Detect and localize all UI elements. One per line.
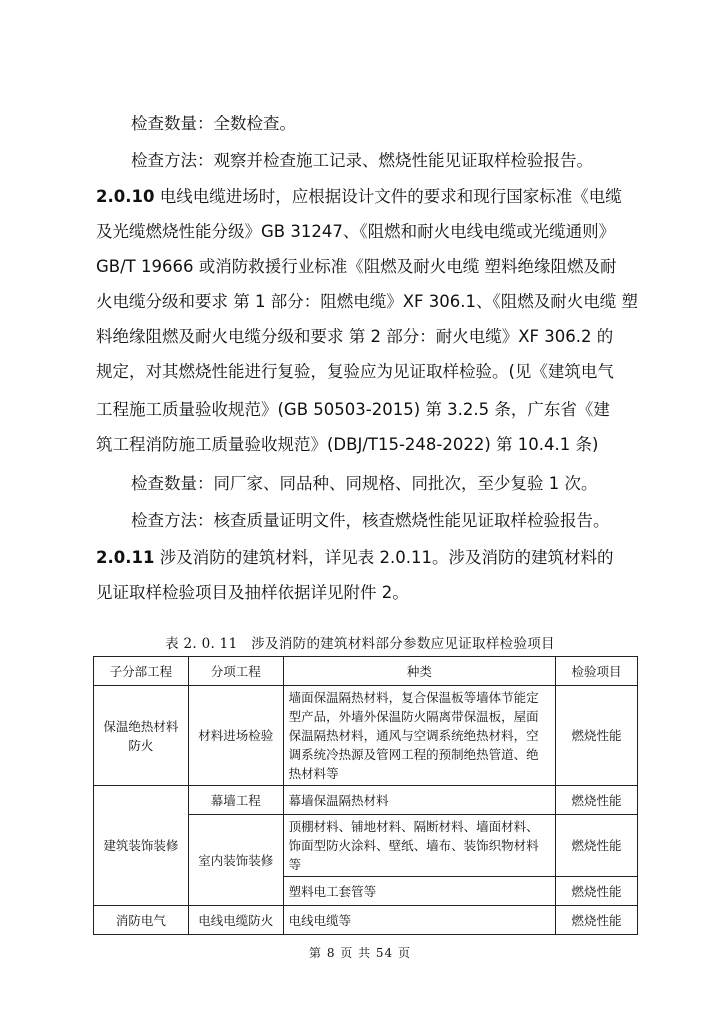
table-cell: 电线电缆等: [283, 906, 555, 935]
section-2-0-10-line: 筑工程消防施工质量验收规范》(DBJ/T15-248-2022) 第 10.4.1 条): [96, 435, 599, 454]
table-header-row: [94, 657, 638, 686]
table-cell: 保温绝热材料防火: [94, 686, 189, 786]
section-2-0-10-line: GB/T 19666 或消防救援行业标准《阻燃及耐火电缆 塑料绝缘阻燃及耐: [96, 257, 617, 276]
section-2-0-10-line: 规定，对其燃烧性能进行复验，复验应为见证取样检验。(见《建筑电气: [96, 362, 614, 381]
text: 电线电缆进场时，应根据设计文件的要求和现行国家标准《电缆: [159, 187, 622, 206]
text: 涉及消防的建筑材料，详见表 2.0.11。涉及消防的建筑材料的: [159, 548, 614, 567]
table-caption: 表 2. 0. 11 涉及消防的建筑材料部分参数应见证取样检验项目: [165, 636, 555, 652]
materials-table: [93, 656, 638, 935]
header-cell: 子分部工程: [94, 657, 189, 686]
paragraph: 检查方法：观察并检查施工记录、燃烧性能见证取样检验报告。: [131, 151, 593, 170]
table-cell: 幕墙保温隔热材料: [283, 786, 555, 815]
section-2-0-10-line: 及光缆燃烧性能分级》GB 31247、《阻燃和耐火电线电缆或光缆通则》: [96, 222, 616, 241]
table-cell: 燃烧性能: [556, 815, 638, 877]
header-cell: 分项工程: [188, 657, 283, 686]
table-cell: 塑料电工套管等: [283, 877, 555, 906]
section-2-0-10-line: 工程施工质量验收规范》(GB 50503-2015) 第 3.2.5 条，广东省《建: [96, 400, 610, 419]
table-cell: 建筑装饰装修: [94, 786, 189, 906]
section-number: 2.0.11: [96, 548, 155, 567]
table-cell: 材料进场检验: [188, 686, 283, 786]
table-row: [94, 906, 638, 935]
table-cell: 墙面保温隔热材料，复合保温板等墙体节能定型产品，外墙外保温防火隔离带保温板，屋面保温隔热材料，通风与空调系统绝热材料，空调系统冷热源及管网工程的预制绝热管道、绝热材料等: [283, 686, 555, 786]
table-cell: 燃烧性能: [556, 906, 638, 935]
table-cell: 室内装饰装修: [188, 815, 283, 906]
table-cell: 燃烧性能: [556, 877, 638, 906]
table-cell: 消防电气: [94, 906, 189, 935]
section-2-0-10-line: [96, 184, 640, 209]
section-number: 2.0.10: [96, 187, 155, 206]
page-footer: 第 8 页 共 54 页: [309, 946, 411, 960]
section-2-0-11-line: 见证取样检验项目及抽样依据详见附件 2。: [96, 583, 409, 602]
table-cell: 幕墙工程: [188, 786, 283, 815]
table-cell: 燃烧性能: [556, 786, 638, 815]
section-2-0-10-line: 火电缆分级和要求 第 1 部分：阻燃电缆》XF 306.1、《阻燃及耐火电缆 塑: [96, 292, 639, 311]
section-2-0-11-line: [96, 545, 640, 570]
paragraph: 检查数量：全数检查。: [131, 114, 296, 133]
table-row: [94, 686, 638, 786]
paragraph: 检查方法：核查质量证明文件，核查燃烧性能见证取样检验报告。: [131, 511, 610, 530]
paragraph: 检查数量：同厂家、同品种、同规格、同批次，至少复验 1 次。: [131, 474, 598, 493]
table-row: [94, 786, 638, 815]
table-cell: 燃烧性能: [556, 686, 638, 786]
header-cell: 检验项目: [556, 657, 638, 686]
table-cell: 电线电缆防火: [188, 906, 283, 935]
header-cell: 种类: [283, 657, 555, 686]
table-cell: 顶棚材料、铺地材料、隔断材料、墙面材料、饰面型防火涂料、壁纸、墙布、装饰织物材料等: [283, 815, 555, 877]
section-2-0-10-line: 料绝缘阻燃及耐火电缆分级和要求 第 2 部分：耐火电缆》XF 306.2 的: [96, 327, 614, 346]
